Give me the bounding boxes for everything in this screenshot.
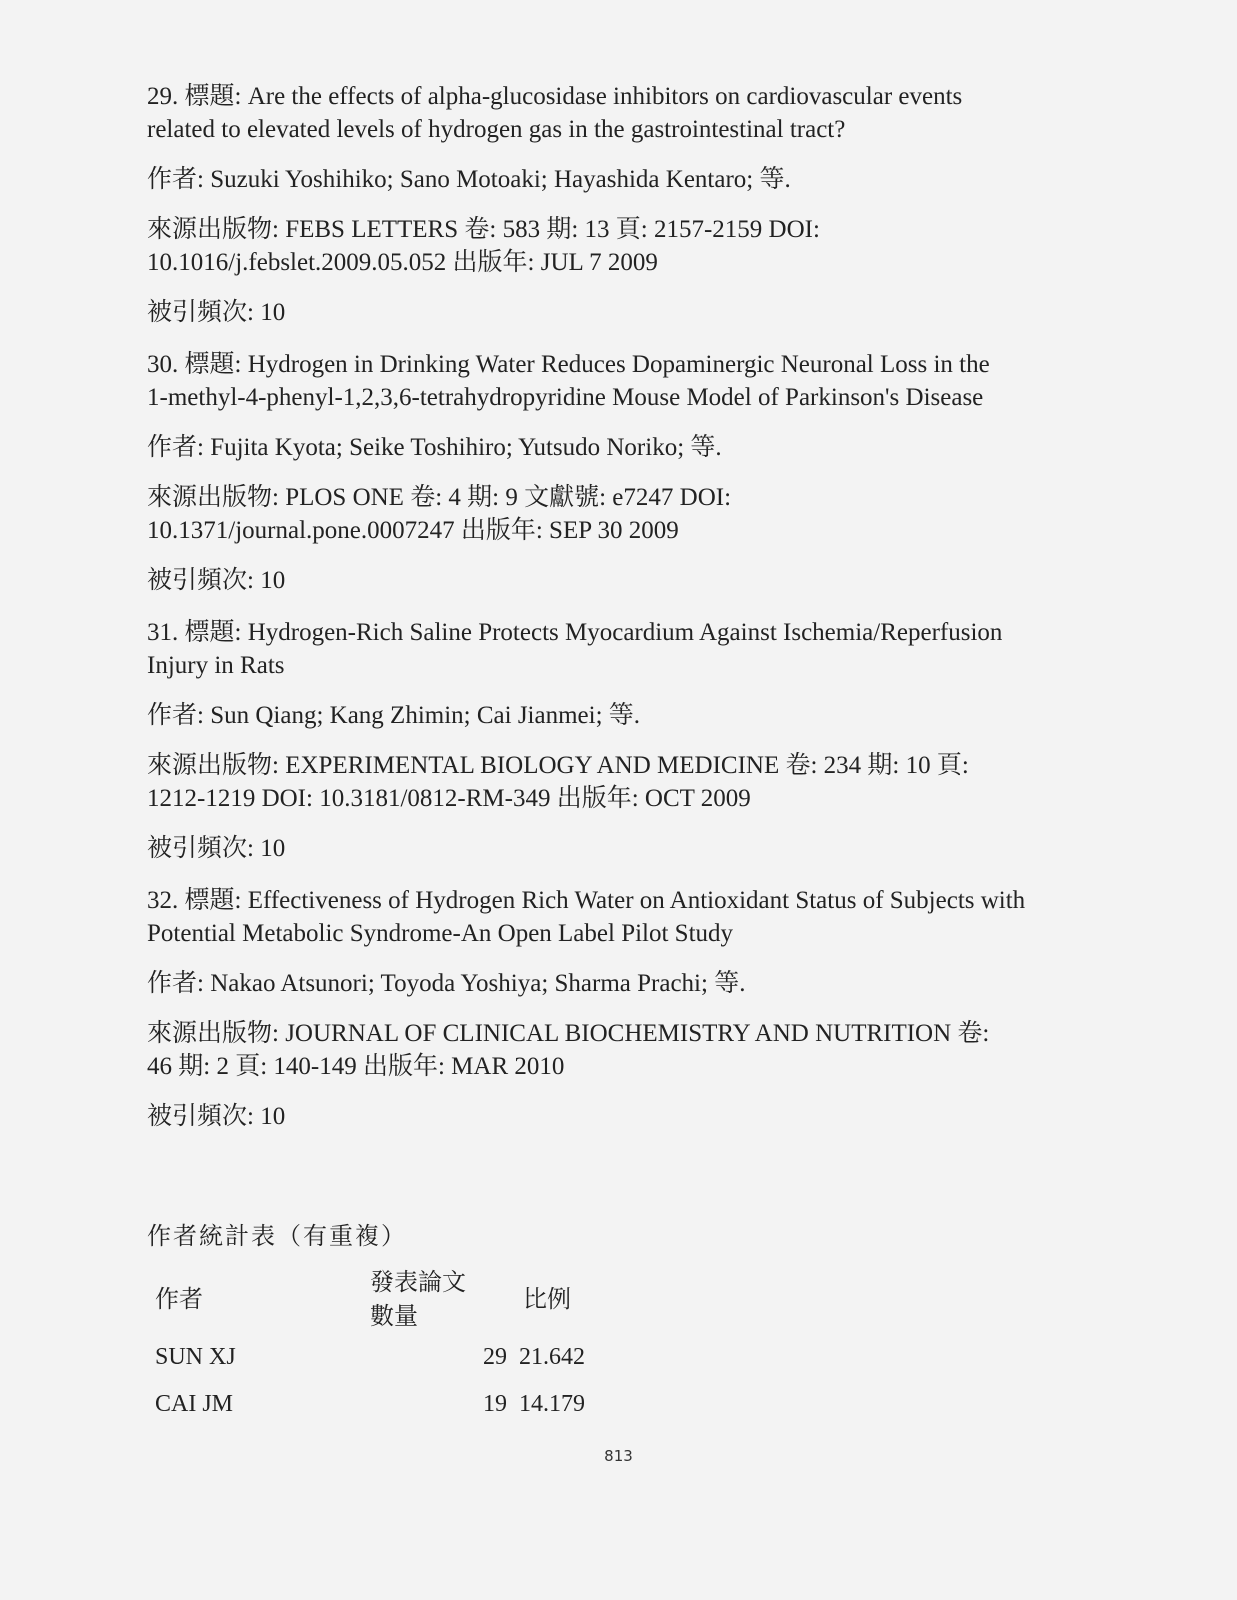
page-number: 813 <box>604 1447 633 1465</box>
entry-authors: 作者: Sun Qiang; Kang Zhimin; Cai Jianmei; 等. <box>147 702 641 729</box>
author-stats-table <box>155 1266 623 1428</box>
reference-entry-29 <box>147 80 1097 329</box>
cell-author: SUN XJ <box>155 1344 236 1370</box>
entry-citation-count: 被引頻次: 10 <box>147 835 286 862</box>
entry-source: 來源出版物: EXPERIMENTAL BIOLOGY AND MEDICINE 卷: 234 期: 10 頁: 1212-1219 DOI: 10.3181/0812-RM-349 出版年: OCT 2009 <box>147 752 969 812</box>
cell-ratio: 21.642 <box>519 1344 585 1370</box>
table-row <box>155 1334 623 1381</box>
entry-title: 31. 標題: Hydrogen-Rich Saline Protects Myocardium Against Ischemia/Reperfusion Injury in Rats <box>147 619 1003 679</box>
entry-authors: 作者: Nakao Atsunori; Toyoda Yoshiya; Sharma Prachi; 等. <box>147 970 746 997</box>
entry-title: 30. 標題: Hydrogen in Drinking Water Reduces Dopaminergic Neuronal Loss in the 1-methyl-4-phenyl-1,2,3,6-tetrahydropyridine Mouse Model of Parkinson's Disease <box>147 351 990 411</box>
header-ratio: 比例 <box>523 1287 571 1313</box>
entry-title: 32. 標題: Effectiveness of Hydrogen Rich Water on Antioxidant Status of Subjects with Potential Metabolic Syndrome-An Open Label Pilot Study <box>147 887 1026 947</box>
entry-source: 來源出版物: JOURNAL OF CLINICAL BIOCHEMISTRY AND NUTRITION 卷: 46 期: 2 頁: 140-149 出版年: MAR 2010 <box>147 1020 990 1080</box>
table-row <box>155 1381 623 1428</box>
header-paper-count: 發表論文 數量 <box>370 1270 466 1330</box>
entry-citation-count: 被引頻次: 10 <box>147 1103 286 1130</box>
header-author: 作者 <box>155 1287 203 1313</box>
reference-entry-31 <box>147 616 1097 865</box>
reference-entry-30 <box>147 348 1097 597</box>
entry-authors: 作者: Fujita Kyota; Seike Toshihiro; Yutsudo Noriko; 等. <box>147 434 722 461</box>
entry-source: 來源出版物: FEBS LETTERS 卷: 583 期: 13 頁: 2157-2159 DOI: 10.1016/j.febslet.2009.05.052 出版年: JUL 7 2009 <box>147 216 820 276</box>
reference-entry-32 <box>147 884 1097 1133</box>
entry-title: 29. 標題: Are the effects of alpha-glucosidase inhibitors on cardiovascular events related to elevated levels of hydrogen gas in the gastrointestinal tract? <box>147 83 963 143</box>
cell-ratio: 14.179 <box>519 1391 585 1417</box>
author-stats-heading: 作者統計表（有重複） <box>147 1224 407 1250</box>
document-body <box>147 80 1097 1152</box>
table-header-row <box>155 1266 623 1334</box>
entry-source: 來源出版物: PLOS ONE 卷: 4 期: 9 文獻號: e7247 DOI: 10.1371/journal.pone.0007247 出版年: SEP 30 2009 <box>147 484 732 544</box>
entry-citation-count: 被引頻次: 10 <box>147 567 286 594</box>
entry-authors: 作者: Suzuki Yoshihiko; Sano Motoaki; Hayashida Kentaro; 等. <box>147 166 791 193</box>
cell-count: 29 <box>483 1344 507 1370</box>
cell-count: 19 <box>483 1391 507 1417</box>
cell-author: CAI JM <box>155 1391 234 1417</box>
entry-citation-count: 被引頻次: 10 <box>147 299 286 326</box>
